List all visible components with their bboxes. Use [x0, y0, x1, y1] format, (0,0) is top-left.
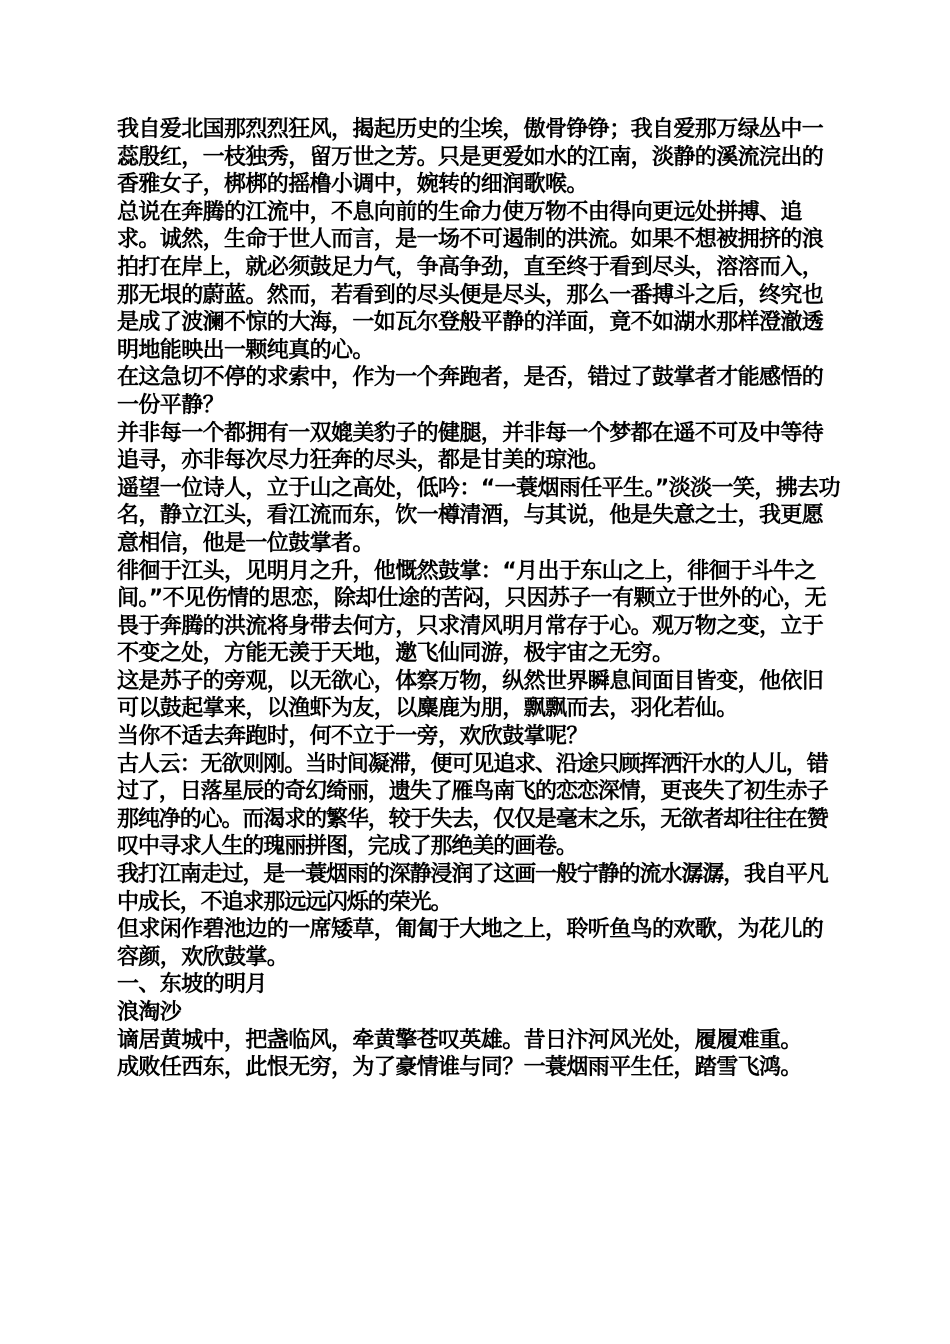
paragraph-moon: 徘徊于江头，见明月之升，他慨然鼓掌：“月出于东山之上，徘徊于斗牛之间。”不见伤情的思恋，除却仕途的苦闷，只因苏子一有颗立于世外的心，无畏于奔腾的洪流将身带去何方，只求清风明月常存于心。观万物之变，立于不变之处，方能无羡于天地，邀飞仙同游，极宇宙之无穷。 — [117, 558, 827, 667]
poem-stanza-1: 谪居黄城中，把盏临风，牵黄擎苍叹英雄。昔日汴河风光处，履履难重。 — [117, 1027, 802, 1053]
paragraph-not-everyone: 并非每一个都拥有一双媲美豹子的健腿，并非每一个梦都在遥不可及中等待追寻，亦非每次尽力狂奔的尽头，都是甘美的琼池。 — [117, 420, 824, 474]
paragraph-poet: 遥望一位诗人，立于山之高处，低吟：“一蓑烟雨任平生。”淡淡一笑，拂去功名，静立江头，看江流而东，饮一樽清酒，与其说，他是失意之士，我更愿意相信，他是一位鼓掌者。 — [117, 475, 840, 556]
paragraph-question: 在这急切不停的求索中，作为一个奔跑者，是否，错过了鼓掌者才能感悟的一份平静？ — [117, 365, 824, 418]
section-heading: 一、东坡的明月 — [117, 972, 267, 998]
paragraph-intro: 我自爱北国那烈烈狂风，揭起历史的尘埃，傲骨铮铮；我自爱那万绿丛中一蕊殷红，一枝独秀，留万世之芳。只是更爱如水的江南，淡静的溪流浣出的香雅女子，梆梆的摇橹小调中，婉转的细润歌喉。 — [117, 117, 824, 198]
poem-title: 浪淘沙 — [117, 1000, 182, 1025]
paragraph-ancients: 古人云：无欲则刚。当时间凝滞，便可见追求、沿途只顾挥洒汗水的人儿，错过了，日落星辰的奇幻绮丽，遗失了雁鸟南飞的恋恋深情，更丧失了初生赤子那纯净的心。而渴求的繁华，较于失去，仅仅是毫末之乐，无欲者却往往在赞叹中寻求人生的瑰丽拼图，完成了那绝美的画卷。 — [117, 751, 828, 860]
paragraph-observer: 这是苏子的旁观，以无欲心，体察万物，纵然世界瞬息间面目皆变，他依旧可以鼓起掌来，以渔虾为友，以麋鹿为朋，飘飘而去，羽化若仙。 — [117, 668, 824, 722]
paragraph-grass: 但求闲作碧池边的一席矮草，匍匐于大地之上，聆听鱼鸟的欢歌，为花儿的容颜，欢欣鼓掌。 — [117, 917, 824, 970]
document-body — [117, 116, 843, 1082]
paragraph-applaud: 当你不适去奔跑时，何不立于一旁，欢欣鼓掌呢？ — [117, 724, 588, 750]
paragraph-jiangnan: 我打江南走过，是一蓑烟雨的深静浸润了这画一般宁静的流水潺潺，我自平凡中成长，不追求那远远闪烁的荣光。 — [117, 862, 828, 915]
poem-stanza-2: 成败任西东，此恨无穷，为了豪情谁与同？一蓑烟雨平生任，踏雪飞鸿。 — [117, 1055, 802, 1081]
paragraph-river: 总说在奔腾的江流中，不息向前的生命力使万物不由得向更远处拼搏、追求。诚然，生命于世人而言，是一场不可遏制的洪流。如果不想被拥挤的浪拍打在岸上，就必须鼓足力气，争高争劲，直至终于看到尽头，溶溶而入，那无垠的蔚蓝。然而，若看到的尽头便是尽头，那么一番搏斗之后，终究也是成了波澜不惊的大海，一如瓦尔登般平静的洋面，竟不如湖水那样澄澈透明地能映出一颗纯真的心。 — [117, 199, 824, 363]
